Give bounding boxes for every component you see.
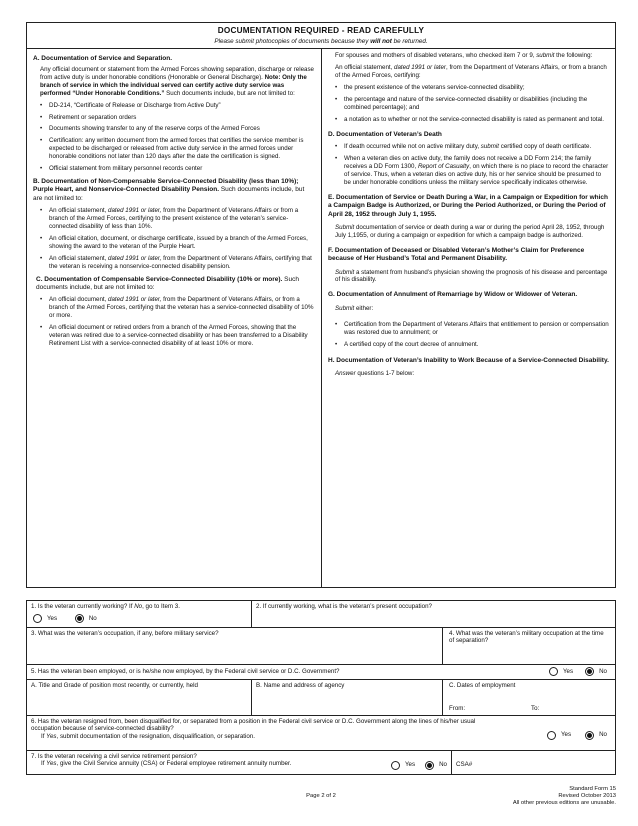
q7-yes-radio[interactable] — [391, 761, 400, 770]
q6-no-label: No — [599, 731, 607, 739]
section-e-text: documentation of service or death during a war or during the period April 28, 1952, through July 1,1955, or during a campaign or expedition for which a campaign badge is authorized. — [335, 224, 605, 239]
q1-no-radio[interactable] — [75, 614, 84, 623]
q6-sub-text-end: , submit documentation of the resignation, disqualification, or separation. — [56, 733, 255, 741]
item-text-end: from the Department of Veterans Affairs or from a branch of the Armed Forces, certifying to the present existence of the veteran’s service-connected disability of less than 10%. — [49, 207, 299, 230]
q5-cell — [27, 665, 615, 678]
form-revision: Revised October 2013 — [558, 793, 616, 800]
item-text-end: certified copy of death certificate. — [499, 143, 592, 151]
section-e-heading: E. Documentation of Service or Death During a War, in a Campaign or Expedition for which a Campaign Badge is Authorized, or During the Period Authorized, or During the Period of April 28, 1952 through July 1, 1955. — [328, 194, 609, 218]
section-a-intro-text: Any official document or statement from the Armed Forces showing separation, discharge or release from active duty is under honorable conditions (Honorable or General Discharge). — [40, 65, 314, 81]
section-g-submit: Submit — [335, 304, 355, 312]
section-g-submit-line — [335, 305, 609, 313]
csa-label: CSA# — [456, 760, 473, 768]
q2-cell[interactable] — [251, 601, 615, 627]
csa-cell[interactable] — [451, 751, 615, 774]
q1-yes-option[interactable] — [33, 614, 57, 623]
section-f-submit: Submit — [335, 268, 355, 276]
q1-options — [31, 614, 247, 626]
q1-no-label: No — [88, 615, 97, 623]
list-item: • An official citation, document, or discharge certificate, issued by a branch of the Armed Forces, showing the award to the veteran of the Purple Heart. — [40, 235, 315, 251]
to-label[interactable]: To: — [531, 704, 540, 712]
dates-label: C. Dates of employment — [449, 681, 516, 689]
subtitle-emphasis: will not — [370, 37, 392, 45]
section-b-title-tail: Such documents include, but are not limited to: — [33, 186, 305, 202]
q1-no-option[interactable] — [75, 614, 97, 623]
instructions-columns — [26, 49, 616, 588]
section-h-text: questions 1-7 below: — [355, 369, 415, 377]
q6-yes-label: Yes — [560, 731, 572, 739]
form-editions-note: All other previous editions are unusable. — [512, 800, 616, 807]
list-item — [335, 143, 609, 151]
q1-yes-label: Yes — [47, 615, 58, 623]
from-label[interactable]: From: — [449, 704, 466, 712]
q1-text-end: , go to Item 3. — [142, 602, 180, 610]
subtitle-text-end: be returned. — [391, 37, 428, 45]
item-text-end: from the Department of Veterans Affairs, certifying that the veteran is receiving a nonservice-connected disability pension. — [49, 254, 312, 270]
list-item: • a notation as to whether or not the service-connected disability is rated as permanent and total. — [335, 116, 609, 124]
q2-label: 2. If currently working, what is the veteran’s present occupation? — [256, 602, 432, 610]
item-submit: submit — [480, 143, 499, 151]
list-item: • Retirement or separation orders — [40, 114, 315, 122]
q7-no-radio[interactable] — [425, 761, 434, 770]
dates-cell — [442, 680, 615, 715]
title-grade-cell[interactable] — [27, 680, 251, 715]
q1-text: 1. Is the veteran currently working? If — [31, 602, 135, 610]
item-text-end: from the Department of Veterans Affairs, or from a branch of the Armed Forces, certifying that the veteran has a service-connected disability of 10% or more. — [49, 296, 314, 320]
q5-yes-radio[interactable] — [549, 667, 558, 676]
q1-cell — [27, 601, 251, 627]
item-text: An official document, — [49, 296, 109, 304]
list-item: • Official statement from military personnel records center — [40, 165, 315, 173]
section-h-heading: H. Documentation of Veteran’s Inability to Work Because of a Service-Connected Disability. — [328, 357, 609, 365]
page-number: Page 2 of 2 — [306, 793, 336, 799]
q5-options — [549, 667, 611, 676]
q6-label: 6. Has the veteran resigned from, been disqualified for, or separated from a position in the Federal civil service or D.C. Government along the lines of his/her usual occupation because of service-connected disability? — [31, 717, 476, 733]
section-d-list — [335, 143, 609, 187]
q3-cell[interactable] — [27, 628, 442, 664]
q6-yes-radio[interactable] — [547, 731, 556, 740]
section-b-heading — [33, 178, 315, 203]
list-item: • A certified copy of the court decree of annulment. — [335, 341, 609, 349]
official-statement-text — [335, 64, 609, 80]
item-date: dated 1991 or later, — [108, 207, 162, 215]
section-b-title: B. Documentation of Non-Compensable Service-Connected Disability (less than 10%); Purple Heart, and Nonservice-Connected Disability Pension. — [33, 178, 299, 194]
q5-no-label: No — [599, 667, 607, 675]
list-item — [335, 155, 609, 187]
page-title: DOCUMENTATION REQUIRED - READ CAREFULLY — [217, 26, 425, 35]
right-column — [322, 49, 615, 587]
section-d-heading: D. Documentation of Veteran’s Death — [328, 131, 442, 139]
q7-options — [391, 761, 447, 770]
item-text: An official statement, — [49, 207, 109, 215]
q6-yes-option[interactable] — [547, 731, 571, 740]
q7-label: 7. Is the veteran receiving a civil service retirement pension? — [31, 752, 197, 760]
row-employment — [27, 680, 615, 716]
row-q6 — [27, 716, 615, 751]
q1-no: No — [134, 602, 143, 610]
row-q3-q4 — [27, 628, 615, 665]
title-grade-label: A. Title and Grade of position most recently, or currently, held — [31, 681, 198, 689]
form-name: Standard Form 15 — [569, 786, 616, 792]
list-item: • DD-214, “Certificate of Release or Discharge from Active Duty” — [40, 102, 315, 110]
list-item — [40, 255, 315, 271]
section-b-list — [40, 207, 315, 271]
section-a-intro — [40, 66, 315, 98]
q5-label: 5. Has the veteran been employed, or is he/she now employed, by the Federal civil service or D.C. Government? — [31, 667, 340, 675]
q7-yes-label: Yes — [404, 761, 416, 769]
q6-no-option[interactable] — [585, 731, 607, 740]
form-info — [513, 786, 616, 808]
q4-label: 4. What was the veteran’s military occupation at the time of separation? — [449, 629, 604, 645]
q7-sub-text-end: , give the Civil Service annuity (CSA) or Federal employee retirement annuity number. — [56, 760, 292, 768]
section-f-heading: F. Documentation of Deceased or Disabled Veteran’s Mother’s Claim for Preference because of Her Husband’s Total and Permanent Disability. — [328, 246, 585, 263]
section-h-answer: Answer — [335, 369, 356, 377]
section-a-heading: A. Documentation of Service and Separation. — [33, 54, 173, 62]
q6-sub — [31, 733, 611, 741]
item-text: If death occurred while not on active military duty, — [344, 143, 481, 151]
q1-label — [31, 603, 247, 611]
section-e-submit: Submit — [335, 224, 355, 232]
item-date: dated 1991 or later, — [108, 254, 162, 262]
form-header — [26, 22, 616, 49]
section-g-heading: G. Documentation of Annulment of Remarriage by Widow or Widower of Veteran. — [328, 291, 578, 299]
certify-list — [335, 84, 609, 124]
q3-label: 3. What was the veteran’s occupation, if any, before military service? — [31, 629, 219, 637]
list-item — [40, 296, 315, 320]
q6-options — [547, 731, 607, 740]
section-c-title: C. Documentation of Compensable Service-Connected Disability (10% or more). — [36, 275, 283, 283]
item-text-end: , on which there is no place to record the character of service. Thus, when a veteran dies on active duty, his or her service should be presumed to be under honorable conditions unless the military service specifically indicates otherwise. — [344, 163, 609, 187]
section-a-list — [40, 102, 315, 174]
q7-no-label: No — [439, 761, 447, 769]
page-footer — [26, 786, 616, 816]
q5-no-option[interactable] — [585, 667, 607, 676]
left-column — [27, 49, 322, 587]
q7-no-option[interactable] — [425, 761, 447, 770]
spouse-mother-intro — [335, 52, 609, 60]
intro-text-end: the following: — [554, 51, 593, 59]
section-f-text: a statement from husband’s physician showing the prognosis of his disease and percentage of his disability. — [335, 268, 608, 284]
item-form-name: Report of Casualty — [417, 163, 470, 171]
item-text: An official statement, — [49, 254, 109, 262]
list-item: • Certification: any written document from the armed forces that certifies the service member is expected to be discharged or released from active duty service in the armed forces under honorable conditions not later than 120 days after the date the certification is signed. — [40, 137, 315, 161]
list-item: • Certification from the Department of Veterans Affairs that entitlement to pension or compensation was restored due to annulment; or — [335, 321, 609, 337]
section-h-body — [335, 370, 609, 378]
statement-text-end: , from the Department of Veterans Affairs, or from a branch of the Armed Forces, certifying: — [335, 64, 607, 80]
q1-yes-radio[interactable] — [33, 614, 42, 623]
section-c-title-tail: Such documents include, but are not limited to: — [36, 275, 299, 291]
statement-date: dated 1991 or later — [394, 64, 446, 72]
item-text: When a veteran dies on active duty, the family does not receive a DD Form 214; the family receives a DD Form 1300, — [344, 155, 592, 171]
agency-cell[interactable] — [251, 680, 442, 715]
q7-sub — [31, 760, 447, 768]
q7-cell — [27, 751, 451, 774]
list-item: • the percentage and nature of the service-connected disability or disabilities (including the combined percentage); and — [335, 96, 609, 112]
section-e-body — [335, 224, 609, 240]
row-q7 — [27, 751, 615, 775]
section-c-heading — [33, 276, 315, 293]
q4-cell[interactable] — [442, 628, 615, 664]
q5-yes-option[interactable] — [549, 667, 573, 676]
section-f-body — [335, 269, 609, 285]
q6-sub-text: If — [41, 733, 47, 741]
section-c-list — [40, 296, 315, 348]
form-page — [26, 22, 616, 775]
list-item: • An official document or retired orders from a branch of the Armed Forces, showing that the veteran was retired due to a service-connected disability or has been transferred to a Disability Retirement List with a service-connected disability of at least 10% or more. — [40, 324, 315, 348]
item-date: dated 1991 or later, — [108, 296, 162, 304]
q7-yes-option[interactable] — [391, 761, 415, 770]
section-a-intro-tail: Such documents include, but are not limited to: — [164, 89, 295, 97]
row-q1-q2 — [27, 600, 615, 628]
q5-yes-label: Yes — [562, 667, 574, 675]
intro-text: For spouses and mothers of disabled veterans, who checked item 7 or 9, — [335, 51, 537, 59]
section-g-list — [335, 321, 609, 349]
section-a-note: Note: Only the branch of service in which the individual served can certify active duty service was performed “Under Honorable Conditions.” — [40, 73, 307, 97]
statement-text: An official statement, — [335, 64, 395, 72]
q6-cell — [27, 716, 615, 750]
q7-sub-text: If — [41, 760, 47, 768]
header-subtitle — [27, 38, 615, 46]
q7-sub-yes: Yes — [46, 760, 57, 768]
subtitle-text: Please submit photocopies of documents because they — [214, 37, 371, 45]
list-item — [40, 207, 315, 231]
intro-submit: submit — [536, 51, 555, 59]
list-item: • Documents showing transfer to any of the reserve corps of the Armed Forces — [40, 125, 315, 133]
section-g-either: either: — [354, 304, 374, 312]
q6-no-radio[interactable] — [585, 731, 594, 740]
q5-no-radio[interactable] — [585, 667, 594, 676]
list-item: • the present existence of the veterans service-connected disability; — [335, 84, 609, 92]
questions-table — [26, 600, 616, 775]
q6-sub-yes: Yes — [46, 733, 57, 741]
agency-label: B. Name and address of agency — [256, 681, 345, 689]
row-q5 — [27, 665, 615, 680]
